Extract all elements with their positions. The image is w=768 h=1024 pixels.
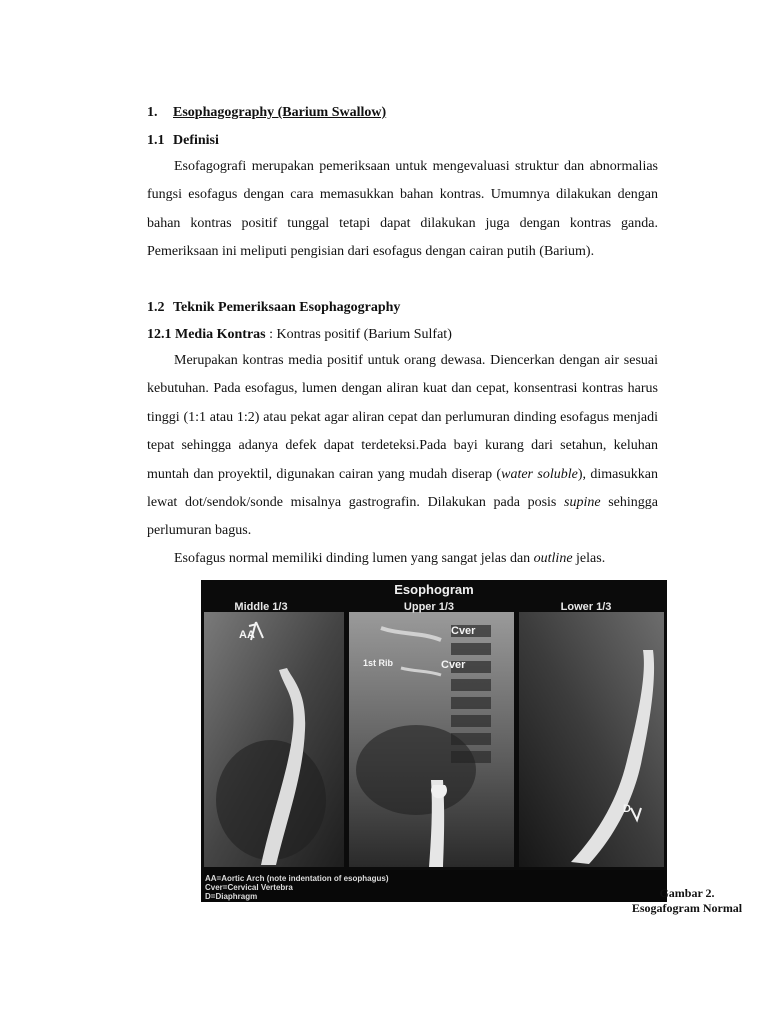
figure-caption xyxy=(612,886,762,916)
esophagram-figure xyxy=(201,580,667,902)
italic-term: outline xyxy=(533,551,573,566)
annotation-rib: 1st Rib xyxy=(363,658,394,668)
paragraph-text: jelas. xyxy=(572,551,606,566)
heading-number: 1.1 xyxy=(147,133,165,148)
section-heading-1-2 xyxy=(147,300,400,316)
paragraph-text: Esofagus normal memiliki dinding lumen yang sangat jelas dan xyxy=(174,551,534,566)
panel-label-middle: Middle 1/3 xyxy=(234,601,288,613)
paragraph-text: sehingga perlumuran bagus. xyxy=(147,495,659,539)
paragraph-esofagus-normal xyxy=(147,545,658,573)
italic-term: water soluble xyxy=(501,466,578,482)
subsection-media-kontras xyxy=(147,327,452,343)
italic-term: supine xyxy=(564,495,601,511)
paragraph-media-kontras xyxy=(147,347,658,546)
legend-line-1: AA=Aortic Arch (note indentation of esophagus) xyxy=(205,874,389,883)
annotation-d: D xyxy=(623,803,631,815)
heading-title: Teknik Pemeriksaan Esophagography xyxy=(173,300,401,315)
legend-line-3: D=Diaphragm xyxy=(205,892,258,901)
panel-label-upper: Upper 1/3 xyxy=(403,601,455,613)
annotation-aa: AA xyxy=(239,629,255,641)
heading-number: 1. xyxy=(147,105,158,120)
legend-line-2: Cver=Cervical Vertebra xyxy=(205,883,293,892)
heading-number: 1.2 xyxy=(147,300,165,315)
panel-label-lower: Lower 1/3 xyxy=(560,601,612,613)
annotation-cver-2: Cver xyxy=(441,659,466,671)
heading-title: Esophagography (Barium Swallow) xyxy=(173,105,387,120)
caption-line-2: Esogafogram Normal xyxy=(631,901,743,915)
paragraph-text: ), dimasukkan lewat dot/sendok/sonde misalnya gastrografin. Dilakukan pada posis xyxy=(147,466,658,511)
caption-line-1: Gambar 2. xyxy=(659,886,715,900)
figure-title: Esophogram xyxy=(394,582,474,597)
section-heading-1-1 xyxy=(147,133,219,149)
esophagram-xray-image xyxy=(201,580,667,902)
paragraph-text: Merupakan kontras media positif untuk orang dewasa. Diencerkan dengan air sesuai kebutuhan. Pada esofagus, lumen dengan aliran kuat dan cepat, konsentrasi kontras harus tinggi (1:1 atau 1:2) atau pekat agar aliran cepat dan perlumuran dinding esofagus menjadi tepat sehingga adanya defek dapat terdeteksi.Pada bayi kurang dari setahun, keluhan muntah dan proyektil, digunakan cairan yang mudah diserap ( xyxy=(147,353,658,482)
heading-title: Definisi xyxy=(173,133,219,148)
section-heading-1 xyxy=(147,105,386,121)
paragraph-definisi: Esofagografi merupakan pemeriksaan untuk mengevaluasi struktur dan abnormalias fungsi esofagus dengan cara memasukkan bahan kontras. Umumnya dilakukan dengan bahan kontras positif tunggal tetapi dapat dilakukan juga dengan kontras ganda. Pemeriksaan ini meliputi pengisian dari esofagus dengan cairan putih (Barium). xyxy=(147,159,658,260)
subsection-text: : Kontras positif (Barium Sulfat) xyxy=(265,327,452,342)
subsection-label: 12.1 Media Kontras xyxy=(147,327,266,342)
annotation-cver-1: Cver xyxy=(451,625,476,637)
